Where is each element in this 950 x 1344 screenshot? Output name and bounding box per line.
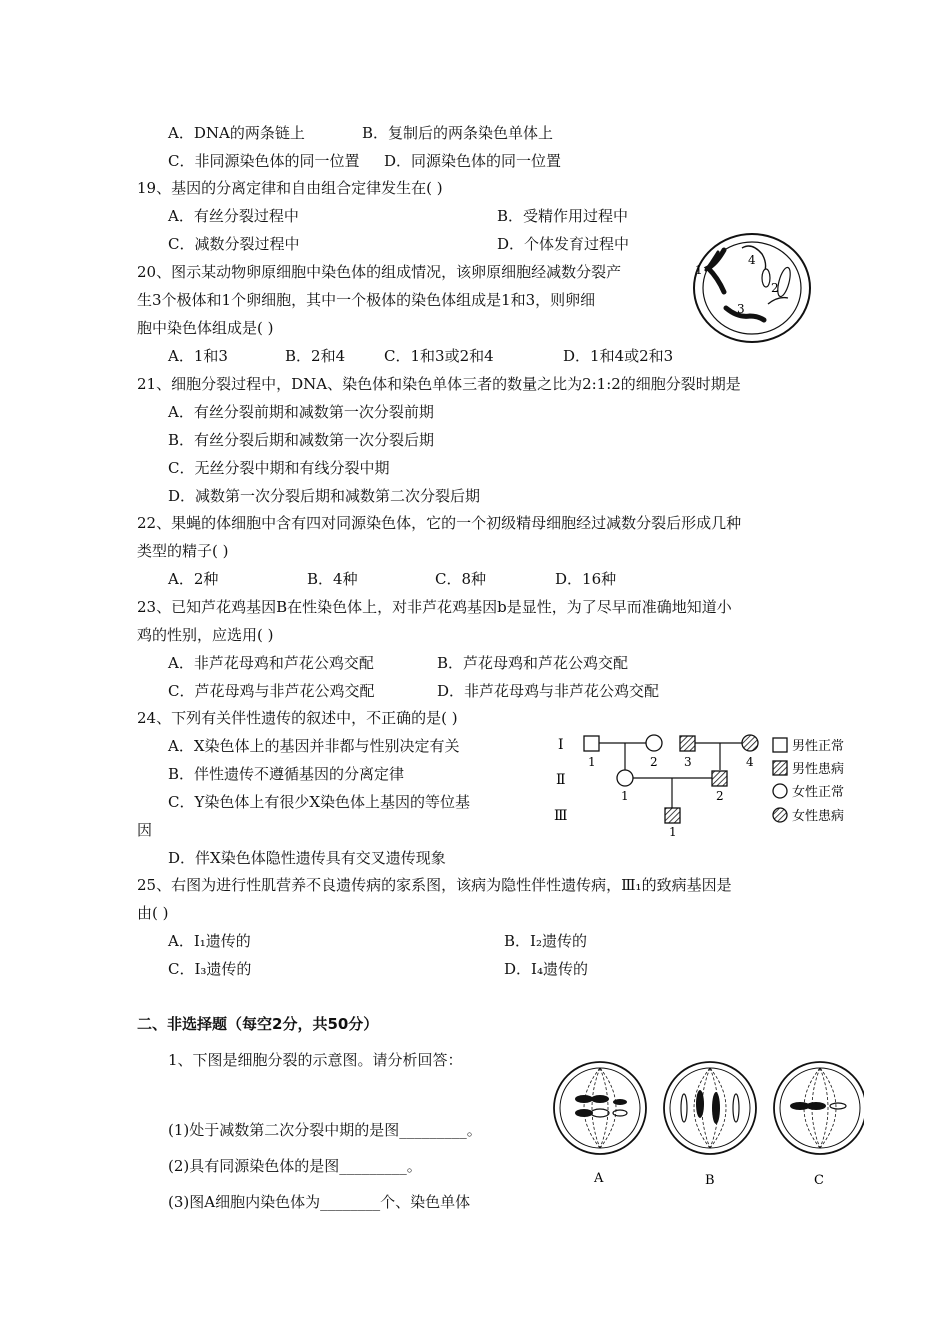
q18-option-d: D．同源染色体的同一位置 (384, 152, 562, 170)
gen1-num-3: 3 (684, 755, 692, 769)
legend-male-normal-icon (773, 738, 787, 752)
q21-option-c: C．无丝分裂中期和有线分裂中期 (168, 459, 390, 477)
legend-female-affected: 女性患病 (792, 809, 845, 824)
legend-male-normal: 男性正常 (792, 739, 845, 754)
q19-option-b: B．受精作用过程中 (497, 207, 629, 225)
q23-stem-1: 23、已知芦花鸡基因B在性染色体上，对非芦花鸡基因b是显性，为了尽早而准确地知道小 (137, 598, 732, 616)
q23-option-b: B．芦花母鸡和芦花公鸡交配 (437, 654, 629, 672)
gen2-female-normal (617, 770, 633, 786)
gen2-male-affected (712, 771, 727, 786)
chromosome-3 (726, 308, 764, 320)
q23-option-c: C．芦花母鸡与非芦花公鸡交配 (168, 682, 375, 700)
q25-option-d: D．Ⅰ₄遗传的 (504, 960, 588, 978)
q22-stem-1: 22、果蝇的体细胞中含有四对同源染色体，它的一个初级精母细胞经过减数分裂后形成几种 (137, 514, 742, 532)
q20-option-d: D．1和4或2和3 (563, 347, 674, 365)
q20-option-b: B．2和4 (285, 347, 346, 365)
q24-option-a: A．X染色体上的基因并非都与性别决定有关 (168, 737, 460, 755)
gen1-female-affected (742, 735, 758, 751)
gen-label-1: Ⅰ (558, 737, 564, 753)
q20-option-a: A．1和3 (168, 347, 228, 365)
gen1-num-2: 2 (650, 755, 658, 769)
q18-option-b: B．复制后的两条染色单体上 (362, 124, 554, 142)
q22-option-a: A．2种 (168, 570, 219, 588)
gen2-num-1: 1 (621, 789, 629, 803)
cell-label-b: B (705, 1173, 715, 1188)
q19-option-c: C．减数分裂过程中 (168, 235, 300, 253)
cell-a (554, 1062, 646, 1154)
cell-division-figure (548, 1058, 864, 1190)
gen3-num-1: 1 (669, 825, 677, 836)
gen1-male-normal (584, 736, 599, 751)
legend-female-normal: 女性正常 (792, 785, 845, 800)
legend-female-normal-icon (773, 784, 787, 798)
q23-option-a: A．非芦花母鸡和芦花公鸡交配 (168, 654, 374, 672)
q23-option-d: D．非芦花母鸡与非芦花公鸡交配 (437, 682, 660, 700)
legend-female-affected-icon (773, 808, 787, 822)
q20-stem-1: 20、图示某动物卵原细胞中染色体的组成情况，该卵原细胞经减数分裂产 (137, 263, 622, 281)
q22-option-c: C．8种 (435, 570, 487, 588)
q24-option-c: C．Y染色体上有很少X染色体上基因的等位基 (168, 793, 471, 811)
gen-label-2: Ⅱ (556, 772, 566, 788)
q1-sub-2: (2)具有同源染色体的是图_________。 (168, 1157, 422, 1175)
gen3-male-affected (665, 808, 680, 823)
fig20-label-1: 1 (695, 263, 703, 277)
fig20-label-3: 3 (737, 302, 745, 316)
gen1-num-4: 4 (746, 755, 754, 769)
q21-option-b: B．有丝分裂后期和减数第一次分裂后期 (168, 431, 435, 449)
q24-stem: 24、下列有关伴性遗传的叙述中，不正确的是( ) (137, 709, 458, 727)
q22-option-b: B．4种 (307, 570, 358, 588)
q18-option-a: A．DNA的两条链上 (168, 124, 305, 142)
q21-option-a: A．有丝分裂前期和减数第一次分裂前期 (168, 403, 434, 421)
q20-stem-3: 胞中染色体组成是( ) (137, 319, 274, 337)
gen1-female-normal (646, 735, 662, 751)
cell-label-c: C (814, 1173, 824, 1188)
oocyte-chromosome-figure (690, 230, 814, 346)
cell-c (774, 1062, 864, 1154)
q25-option-b: B．Ⅰ₂遗传的 (504, 932, 587, 950)
q25-option-c: C．Ⅰ₃遗传的 (168, 960, 252, 978)
q19-option-d: D．个体发育过程中 (497, 235, 630, 253)
q25-stem-2: 由( ) (137, 904, 169, 922)
section-heading: 二、非选择题（每空2分，共50分） (137, 1015, 379, 1033)
q24-option-d: D．伴X染色体隐性遗传具有交叉遗传现象 (168, 849, 446, 867)
q19-option-a: A．有丝分裂过程中 (168, 207, 299, 225)
q1-sub-1: (1)处于减数第二次分裂中期的是图_________。 (168, 1121, 482, 1139)
q21-stem: 21、细胞分裂过程中，DNA、染色体和染色单体三者的数量之比为2:1:2的细胞分裂时期是 (137, 375, 741, 393)
q25-option-a: A．Ⅰ₁遗传的 (168, 932, 251, 950)
q21-option-d: D．减数第一次分裂后期和减数第二次分裂后期 (168, 487, 481, 505)
q18-option-c: C．非同源染色体的同一位置 (168, 152, 360, 170)
q19-stem: 19、基因的分离定律和自由组合定律发生在( ) (137, 179, 443, 197)
gen2-num-2: 2 (716, 789, 724, 803)
q20-stem-2: 生3个极体和1个卵细胞，其中一个极体的染色体组成是1和3，则卵细 (137, 291, 596, 309)
gen1-male-affected (680, 736, 695, 751)
gen-label-3: Ⅲ (554, 808, 568, 824)
gen1-num-1: 1 (588, 755, 596, 769)
legend-male-affected-icon (773, 761, 787, 775)
cell-b (664, 1062, 756, 1154)
q22-stem-2: 类型的精子( ) (137, 542, 229, 560)
pedigree-chart (548, 728, 868, 836)
q22-option-d: D．16种 (555, 570, 617, 588)
cell-label-a: A (594, 1171, 604, 1186)
q24-option-b: B．伴性遗传不遵循基因的分离定律 (168, 765, 405, 783)
fig20-label-2: 2 (771, 281, 779, 295)
legend-male-affected: 男性患病 (792, 762, 845, 777)
q20-option-c: C．1和3或2和4 (384, 347, 494, 365)
q24-option-c-wrap: 因 (137, 821, 153, 839)
q25-stem-1: 25、右图为进行性肌营养不良遗传病的家系图，该病为隐性伴性遗传病，Ⅲ₁的致病基因是 (137, 876, 732, 894)
q1-sub-3: (3)图A细胞内染色体为________个、染色单体 (168, 1193, 471, 1211)
fig20-label-4: 4 (748, 253, 756, 267)
q23-stem-2: 鸡的性别，应选用( ) (137, 626, 274, 644)
q1-stem: 1、下图是细胞分裂的示意图。请分析回答： (168, 1051, 463, 1069)
